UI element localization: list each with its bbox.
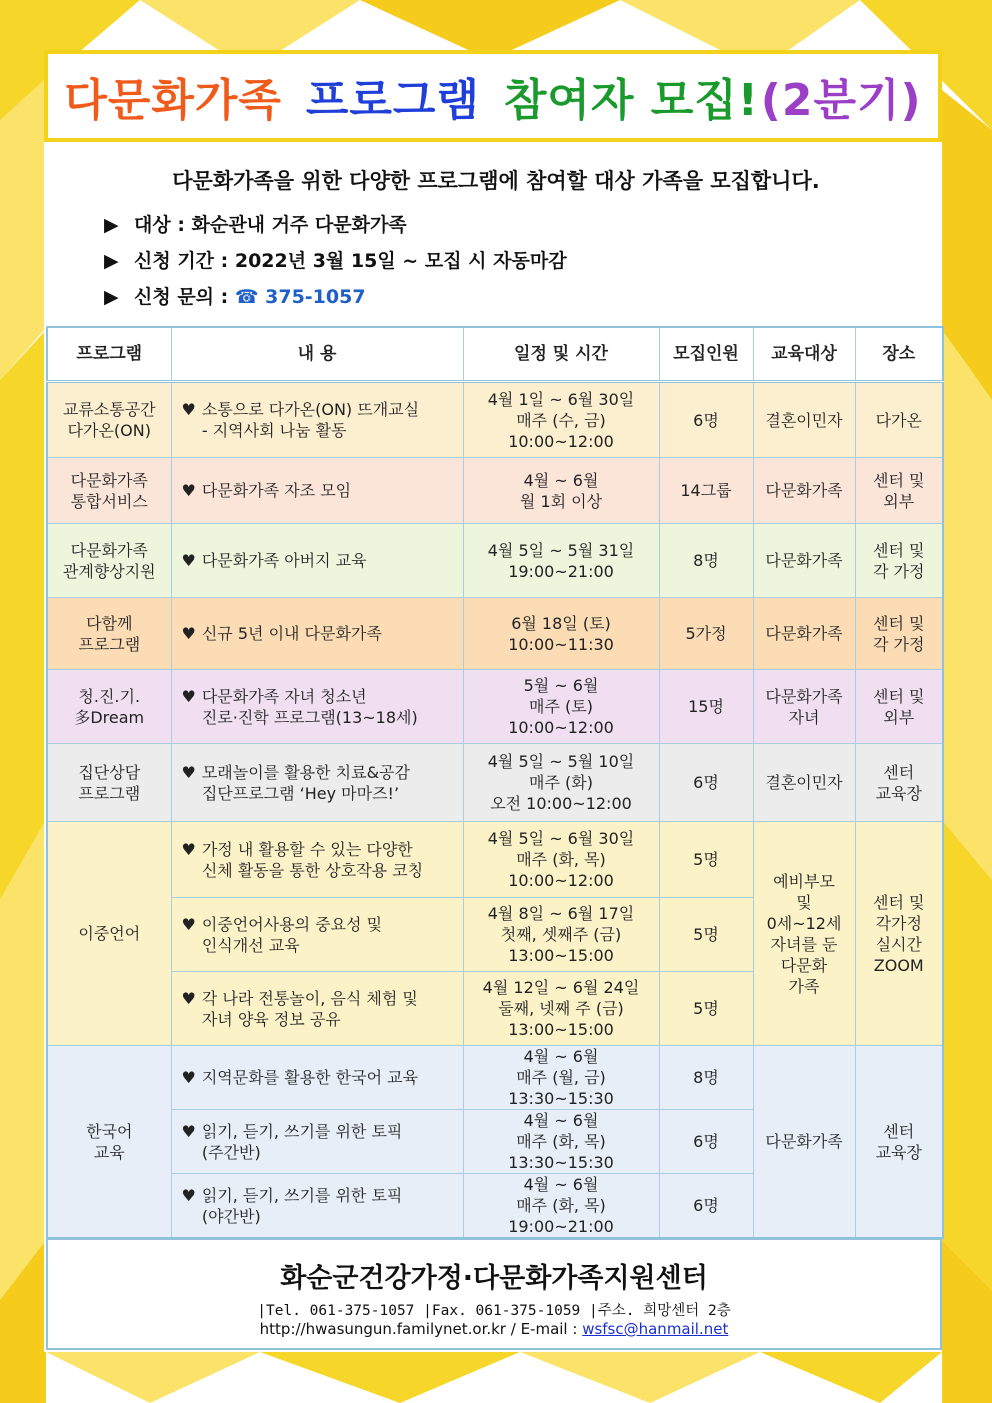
program-target: 다문화가족 [753,1046,855,1239]
table-row [47,822,943,898]
program-capacity: 15명 [659,670,753,744]
program-content: ♥ 모래놀이를 활용한 치료&공감 집단프로그램 ‘Hey 마마즈!’ [171,744,463,822]
program-place: 센터 및 외부 [855,670,943,744]
program-place: 센터 교육장 [855,1046,943,1239]
program-place: 센터 교육장 [855,744,943,822]
footer-box [46,1238,942,1350]
program-capacity: 5명 [659,972,753,1046]
program-content: ♥ 읽기, 듣기, 쓰기를 위한 토픽 (주간반) [171,1110,463,1174]
program-content: ♥ 다문화가족 자녀 청소년 진로·진학 프로그램(13~18세) [171,670,463,744]
intro-text: 다문화가족을 위한 다양한 프로그램에 참여할 대상 가족을 모집합니다. [172,169,820,193]
program-schedule: 4월 ~ 6월 매주 (화, 목) 19:00~21:00 [463,1174,659,1239]
program-schedule: 5월 ~ 6월 매주 (토) 10:00~12:00 [463,670,659,744]
program-place: 다가온 [855,382,943,458]
program-content: ♥ 다문화가족 자조 모임 [171,458,463,524]
info-contact-label: 신청 문의 : [134,286,235,308]
heart-icon: ♥ [181,481,196,500]
title-banner [44,50,942,142]
url-line [48,1320,940,1338]
program-name: 집단상담 프로그램 [47,744,171,822]
header-target: 교육대상 [753,327,855,382]
title-part-quarter: (2분기) [760,75,922,126]
program-content: ♥ 지역문화를 활용한 한국어 교육 [171,1046,463,1110]
program-name: 한국어 교육 [47,1046,171,1239]
program-name: 교류소통공간 다가온(ON) [47,382,171,458]
header-content: 내 용 [171,327,463,382]
info-target-text: 대상 : 화순관내 거주 다문화가족 [134,214,407,236]
header-schedule: 일정 및 시간 [463,327,659,382]
heart-icon: ♥ [181,1121,196,1141]
program-capacity: 14그룹 [659,458,753,524]
table-row [47,382,943,458]
info-period-text: 신청 기간 : 2022년 3월 15일 ~ 모집 시 자동마감 [134,250,567,272]
arrow-icon: ▶ [104,286,119,308]
program-target: 다문화가족 [753,598,855,670]
program-schedule: 4월 8일 ~ 6월 17일 첫째, 셋째주 (금) 13:00~15:00 [463,898,659,972]
program-content: ♥ 다문화가족 아버지 교육 [171,524,463,598]
heart-icon: ♥ [181,1068,196,1087]
program-schedule: 4월 ~ 6월 월 1회 이상 [463,458,659,524]
program-table [46,326,944,1239]
heart-icon: ♥ [181,914,196,934]
heart-icon: ♥ [181,988,196,1008]
header-place: 장소 [855,327,943,382]
arrow-icon: ▶ [104,250,119,272]
title-part-multicultural-family: 다문화가족 [64,75,282,126]
heart-icon: ♥ [181,839,196,859]
program-schedule: 4월 12일 ~ 6월 24일 둘째, 넷째 주 (금) 13:00~15:00 [463,972,659,1046]
heart-icon: ♥ [181,686,196,706]
heart-icon: ♥ [181,400,196,419]
heart-icon: ♥ [181,1185,196,1205]
program-target: 다문화가족 자녀 [753,670,855,744]
website-url[interactable]: http://hwasungun.familynet.or.kr / E-mail : [259,1320,583,1338]
program-content: ♥ 가정 내 활용할 수 있는 다양한 신체 활동을 통한 상호작용 코칭 [171,822,463,898]
header-capacity: 모집인원 [659,327,753,382]
program-capacity: 6명 [659,1110,753,1174]
program-content: ♥ 소통으로 다가온(ON) 뜨개교실 - 지역사회 나눔 활동 [171,382,463,458]
program-capacity: 8명 [659,524,753,598]
program-name: 다문화가족 통합서비스 [47,458,171,524]
program-schedule: 4월 5일 ~ 5월 10일 매주 (화) 오전 10:00~12:00 [463,744,659,822]
program-schedule: 4월 5일 ~ 6월 30일 매주 (화, 목) 10:00~12:00 [463,822,659,898]
title-part-recruit: 참여자 모집! [503,75,759,126]
program-schedule: 4월 ~ 6월 매주 (화, 목) 13:30~15:30 [463,1110,659,1174]
title-part-program: 프로그램 [305,75,480,126]
program-target: 결혼이민자 [753,744,855,822]
table-header-row [47,327,943,382]
program-capacity: 6명 [659,1174,753,1239]
email-link[interactable]: wsfsc@hanmail.net [582,1320,729,1338]
contact-line: |Tel. 061-375-1057 |Fax. 061-375-1059 |주소. 희망센터 2층 [257,1303,731,1319]
phone-number: ☎ 375-1057 [234,286,366,308]
table-row [47,598,943,670]
program-name: 다함께 프로그램 [47,598,171,670]
program-content: ♥ 각 나라 전통놀이, 음식 체험 및 자녀 양육 정보 공유 [171,972,463,1046]
program-place: 센터 및 각 가정 [855,524,943,598]
info-target [104,210,407,237]
center-name: 화순군건강가정·다문화가족지원센터 [280,1263,708,1294]
program-capacity: 8명 [659,1046,753,1110]
program-capacity: 6명 [659,744,753,822]
program-content: ♥ 신규 5년 이내 다문화가족 [171,598,463,670]
program-content: ♥ 읽기, 듣기, 쓰기를 위한 토픽 (야간반) [171,1174,463,1239]
program-capacity: 6명 [659,382,753,458]
heart-icon: ♥ [181,624,196,643]
program-capacity: 5가정 [659,598,753,670]
program-place: 센터 및 각가정 실시간 ZOOM [855,822,943,1046]
program-schedule: 4월 5일 ~ 5월 31일 19:00~21:00 [463,524,659,598]
program-schedule: 4월 ~ 6월 매주 (월, 금) 13:30~15:30 [463,1046,659,1110]
table-row [47,458,943,524]
program-schedule: 6월 18일 (토) 10:00~11:30 [463,598,659,670]
table-row [47,1046,943,1110]
table-row [47,744,943,822]
program-capacity: 5명 [659,898,753,972]
program-schedule: 4월 1일 ~ 6월 30일 매주 (수, 금) 10:00~12:00 [463,382,659,458]
program-name: 이중언어 [47,822,171,1046]
program-name: 청.진.기. 多Dream [47,670,171,744]
heart-icon: ♥ [181,551,196,570]
arrow-icon: ▶ [104,214,119,236]
table-row [47,670,943,744]
program-target: 예비부모 및 0세~12세 자녀를 둔 다문화 가족 [753,822,855,1046]
program-target: 결혼이민자 [753,382,855,458]
program-target: 다문화가족 [753,458,855,524]
program-capacity: 5명 [659,822,753,898]
program-name: 다문화가족 관계향상지원 [47,524,171,598]
program-target: 다문화가족 [753,524,855,598]
program-place: 센터 및 각 가정 [855,598,943,670]
program-content: ♥ 이중언어사용의 중요성 및 인식개선 교육 [171,898,463,972]
info-period [104,246,567,273]
table-row [47,524,943,598]
info-contact [104,282,366,309]
header-program: 프로그램 [47,327,171,382]
heart-icon: ♥ [181,762,196,782]
program-place: 센터 및 외부 [855,458,943,524]
